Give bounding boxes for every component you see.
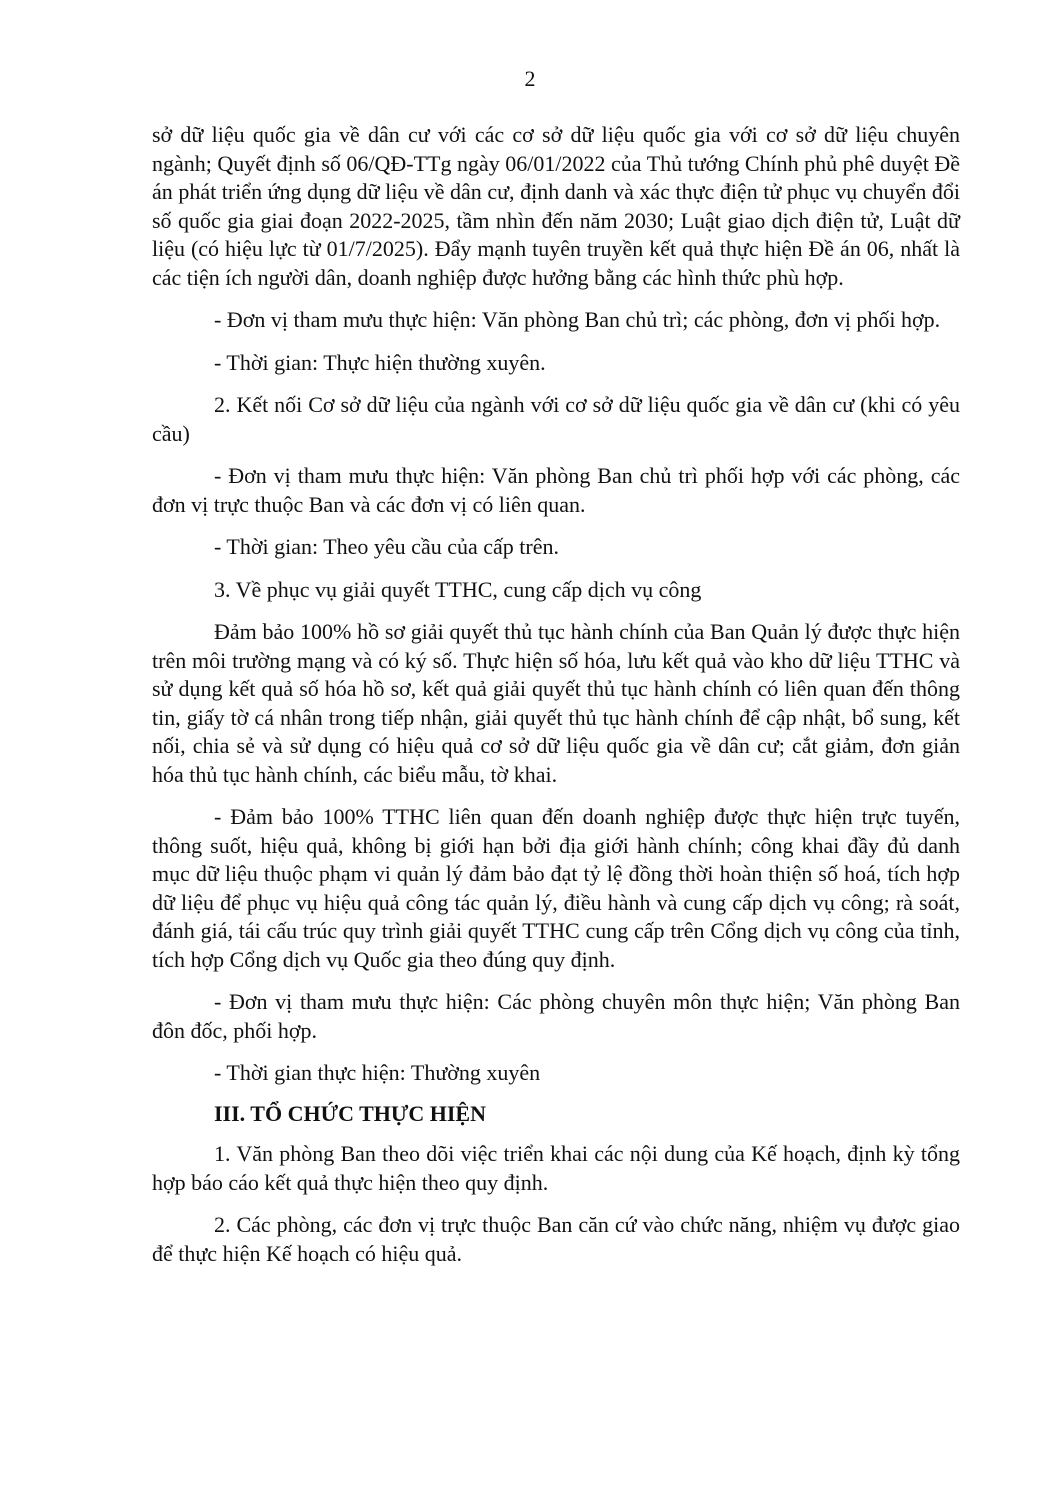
paragraph-timeline-2: - Thời gian: Theo yêu cầu của cấp trên. — [214, 534, 559, 559]
paragraph-item-3-heading: 3. Về phục vụ giải quyết TTHC, cung cấp dịch vụ công — [214, 576, 702, 602]
page-number: 2 — [524, 66, 536, 91]
paragraph-item-3-detail: - Đảm bảo 100% TTHC liên quan đến doanh nghiệp được thực hiện trực tuyến, thông suốt, hiệu quả, không bị giới hạn bởi địa giới hành chính; công khai đầy đủ danh mục dữ liệu thuộc phạm vi quản lý đảm bảo đạt tỷ lệ đồng thời hoàn thiện số hoá, tích hợp dữ liệu để phục vụ hiệu quả công tác quản lý, điều hành và cung cấp dịch vụ công; rà soát, đánh giá, tái cấu trúc quy trình giải quyết TTHC cung cấp trên Cổng dịch vụ công của tỉnh, tích hợp Cổng dịch vụ Quốc gia theo đúng quy định. — [152, 804, 960, 972]
paragraph-responsible-unit-2: - Đơn vị tham mưu thực hiện: Văn phòng Ban chủ trì phối hợp với các phòng, các đơn vị trực thuộc Ban và các đơn vị có liên quan. — [152, 463, 960, 517]
paragraph-implementation-1: 1. Văn phòng Ban theo dõi việc triển khai các nội dung của Kế hoạch, định kỳ tổng hợp báo cáo kết quả thực hiện theo quy định. — [152, 1141, 960, 1195]
paragraph-responsible-unit-1: - Đơn vị tham mưu thực hiện: Văn phòng Ban chủ trì; các phòng, đơn vị phối hợp. — [214, 307, 941, 332]
paragraph-timeline-3: - Thời gian thực hiện: Thường xuyên — [214, 1060, 541, 1085]
paragraph-item-3-body: Đảm bảo 100% hồ sơ giải quyết thủ tục hành chính của Ban Quản lý được thực hiện trên môi trường mạng và có ký số. Thực hiện số hóa, lưu kết quả vào kho dữ liệu TTHC và sử dụng kết quả số hóa hồ sơ, kết quả giải quyết thủ tục hành chính có liên quan đến thông tin, giấy tờ cá nhân trong tiếp nhận, giải quyết thủ tục hành chính để cập nhật, bổ sung, kết nối, chia sẻ và sử dụng có hiệu quả cơ sở dữ liệu quốc gia về dân cư; cắt giảm, đơn giản hóa thủ tục hành chính, các biểu mẫu, tờ khai. — [152, 619, 960, 787]
paragraph-implementation-2: 2. Các phòng, các đơn vị trực thuộc Ban căn cứ vào chức năng, nhiệm vụ được giao để thực hiện Kế hoạch có hiệu quả. — [152, 1212, 960, 1266]
paragraph-continuation: sở dữ liệu quốc gia về dân cư với các cơ sở dữ liệu quốc gia với cơ sở dữ liệu chuyên ngành; Quyết định số 06/QĐ-TTg ngày 06/01/2022 của Thủ tướng Chính phủ phê duyệt Đề án phát triển ứng dụng dữ liệu về dân cư, định danh và xác thực điện tử phục vụ chuyển đổi số quốc gia giai đoạn 2022-2025, tầm nhìn đến năm 2030; Luật giao dịch điện tử, Luật dữ liệu (có hiệu lực từ 01/7/2025). Đẩy mạnh tuyên truyền kết quả thực hiện Đề án 06, nhất là các tiện ích người dân, doanh nghiệp được hưởng bằng các hình thức phù hợp. — [152, 122, 960, 290]
paragraph-item-2-heading: 2. Kết nối Cơ sở dữ liệu của ngành với cơ sở dữ liệu quốc gia về dân cư (khi có yêu cầu) — [152, 392, 960, 446]
paragraph-responsible-unit-3: - Đơn vị tham mưu thực hiện: Các phòng chuyên môn thực hiện; Văn phòng Ban đôn đốc, phối hợp. — [152, 989, 960, 1043]
section-heading: III. TỔ CHỨC THỰC HIỆN — [214, 1100, 486, 1126]
paragraph-timeline-1: - Thời gian: Thực hiện thường xuyên. — [214, 349, 546, 375]
document-body — [152, 121, 960, 1282]
